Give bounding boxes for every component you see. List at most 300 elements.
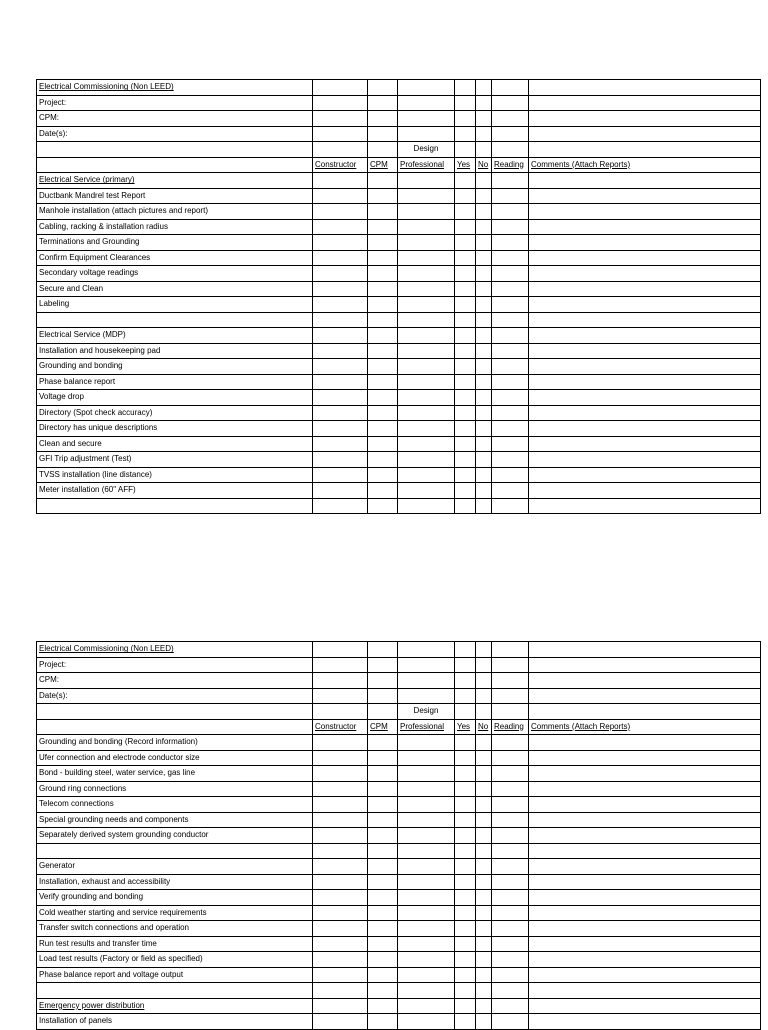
design-professional-cell[interactable] [398,750,455,766]
cpm-cell[interactable] [368,688,398,704]
reading-cell[interactable] [492,843,529,859]
cpm-cell[interactable] [368,266,398,282]
constructor-cell[interactable] [313,436,368,452]
no-cell[interactable] [476,80,492,96]
yes-cell[interactable] [455,812,476,828]
yes-cell[interactable] [455,890,476,906]
yes-cell[interactable] [455,405,476,421]
constructor-cell[interactable] [313,843,368,859]
no-cell[interactable] [476,297,492,313]
constructor-cell[interactable] [313,983,368,999]
design-professional-cell[interactable] [398,967,455,983]
reading-cell[interactable] [492,204,529,220]
constructor-cell[interactable] [313,952,368,968]
constructor-cell[interactable] [313,735,368,751]
comments-cell[interactable] [529,297,761,313]
comments-cell[interactable] [529,750,761,766]
yes-cell[interactable] [455,750,476,766]
yes-cell[interactable] [455,735,476,751]
design-professional-cell[interactable] [398,297,455,313]
yes-cell[interactable] [455,921,476,937]
reading-cell[interactable] [492,688,529,704]
comments-cell[interactable] [529,405,761,421]
constructor-cell[interactable] [313,405,368,421]
constructor-cell[interactable] [313,812,368,828]
comments-cell[interactable] [529,80,761,96]
design-professional-cell[interactable] [398,657,455,673]
comments-cell[interactable] [529,328,761,344]
comments-cell[interactable] [529,250,761,266]
comments-cell[interactable] [529,890,761,906]
cpm-cell[interactable] [368,828,398,844]
yes-cell[interactable] [455,467,476,483]
constructor-cell[interactable] [313,936,368,952]
comments-cell[interactable] [529,952,761,968]
design-professional-cell[interactable] [398,312,455,328]
yes-cell[interactable] [455,204,476,220]
comments-cell[interactable] [529,828,761,844]
comments-cell[interactable] [529,359,761,375]
no-cell[interactable] [476,235,492,251]
no-cell[interactable] [476,735,492,751]
design-professional-cell[interactable] [398,328,455,344]
constructor-cell[interactable] [313,250,368,266]
no-cell[interactable] [476,812,492,828]
reading-cell[interactable] [492,343,529,359]
cpm-cell[interactable] [368,188,398,204]
design-professional-cell[interactable] [398,467,455,483]
no-cell[interactable] [476,983,492,999]
comments-cell[interactable] [529,812,761,828]
no-cell[interactable] [476,874,492,890]
no-cell[interactable] [476,1014,492,1030]
no-cell[interactable] [476,452,492,468]
constructor-cell[interactable] [313,859,368,875]
comments-cell[interactable] [529,673,761,689]
yes-cell[interactable] [455,111,476,127]
constructor-cell[interactable] [313,890,368,906]
design-professional-cell[interactable] [398,359,455,375]
yes-cell[interactable] [455,359,476,375]
reading-cell[interactable] [492,111,529,127]
yes-cell[interactable] [455,126,476,142]
yes-cell[interactable] [455,235,476,251]
reading-cell[interactable] [492,874,529,890]
cpm-cell[interactable] [368,781,398,797]
constructor-cell[interactable] [313,452,368,468]
comments-cell[interactable] [529,235,761,251]
no-cell[interactable] [476,405,492,421]
constructor-cell[interactable] [313,905,368,921]
constructor-cell[interactable] [313,80,368,96]
reading-cell[interactable] [492,967,529,983]
design-professional-cell[interactable] [398,405,455,421]
constructor-cell[interactable] [313,374,368,390]
reading-cell[interactable] [492,126,529,142]
cpm-cell[interactable] [368,390,398,406]
no-cell[interactable] [476,483,492,499]
no-cell[interactable] [476,328,492,344]
cpm-cell[interactable] [368,967,398,983]
constructor-cell[interactable] [313,766,368,782]
yes-cell[interactable] [455,188,476,204]
reading-cell[interactable] [492,983,529,999]
comments-cell[interactable] [529,983,761,999]
yes-cell[interactable] [455,828,476,844]
yes-cell[interactable] [455,998,476,1014]
cpm-cell[interactable] [368,452,398,468]
comments-cell[interactable] [529,312,761,328]
cpm-cell[interactable] [368,312,398,328]
reading-cell[interactable] [492,95,529,111]
reading-cell[interactable] [492,1014,529,1030]
no-cell[interactable] [476,673,492,689]
no-cell[interactable] [476,750,492,766]
yes-cell[interactable] [455,797,476,813]
comments-cell[interactable] [529,436,761,452]
no-cell[interactable] [476,859,492,875]
comments-cell[interactable] [529,874,761,890]
no-cell[interactable] [476,312,492,328]
constructor-cell[interactable] [313,1014,368,1030]
no-cell[interactable] [476,390,492,406]
yes-cell[interactable] [455,328,476,344]
constructor-cell[interactable] [313,173,368,189]
reading-cell[interactable] [492,359,529,375]
constructor-cell[interactable] [313,828,368,844]
cpm-cell[interactable] [368,483,398,499]
reading-cell[interactable] [492,936,529,952]
no-cell[interactable] [476,281,492,297]
cpm-cell[interactable] [368,126,398,142]
design-professional-cell[interactable] [398,452,455,468]
no-cell[interactable] [476,952,492,968]
constructor-cell[interactable] [313,312,368,328]
yes-cell[interactable] [455,905,476,921]
no-cell[interactable] [476,467,492,483]
constructor-cell[interactable] [313,359,368,375]
yes-cell[interactable] [455,421,476,437]
design-professional-cell[interactable] [398,95,455,111]
no-cell[interactable] [476,219,492,235]
cpm-cell[interactable] [368,95,398,111]
yes-cell[interactable] [455,657,476,673]
no-cell[interactable] [476,828,492,844]
design-professional-cell[interactable] [398,421,455,437]
design-professional-cell[interactable] [398,905,455,921]
cpm-cell[interactable] [368,111,398,127]
design-professional-cell[interactable] [398,921,455,937]
no-cell[interactable] [476,111,492,127]
design-professional-cell[interactable] [398,797,455,813]
cpm-cell[interactable] [368,890,398,906]
yes-cell[interactable] [455,673,476,689]
comments-cell[interactable] [529,843,761,859]
comments-cell[interactable] [529,781,761,797]
cpm-cell[interactable] [368,250,398,266]
yes-cell[interactable] [455,952,476,968]
constructor-cell[interactable] [313,750,368,766]
cpm-cell[interactable] [368,204,398,220]
constructor-cell[interactable] [313,797,368,813]
design-professional-cell[interactable] [398,173,455,189]
comments-cell[interactable] [529,281,761,297]
no-cell[interactable] [476,498,492,514]
yes-cell[interactable] [455,498,476,514]
yes-cell[interactable] [455,967,476,983]
reading-cell[interactable] [492,812,529,828]
cpm-cell[interactable] [368,1014,398,1030]
reading-cell[interactable] [492,219,529,235]
yes-cell[interactable] [455,452,476,468]
no-cell[interactable] [476,126,492,142]
yes-cell[interactable] [455,781,476,797]
cpm-cell[interactable] [368,359,398,375]
reading-cell[interactable] [492,281,529,297]
reading-cell[interactable] [492,188,529,204]
cpm-cell[interactable] [368,281,398,297]
constructor-cell[interactable] [313,343,368,359]
no-cell[interactable] [476,843,492,859]
design-professional-cell[interactable] [398,188,455,204]
reading-cell[interactable] [492,80,529,96]
yes-cell[interactable] [455,859,476,875]
reading-cell[interactable] [492,828,529,844]
reading-cell[interactable] [492,673,529,689]
no-cell[interactable] [476,657,492,673]
cpm-cell[interactable] [368,436,398,452]
design-professional-cell[interactable] [398,766,455,782]
no-cell[interactable] [476,421,492,437]
comments-cell[interactable] [529,921,761,937]
comments-cell[interactable] [529,998,761,1014]
cpm-cell[interactable] [368,998,398,1014]
design-professional-cell[interactable] [398,874,455,890]
comments-cell[interactable] [529,126,761,142]
yes-cell[interactable] [455,312,476,328]
cpm-cell[interactable] [368,80,398,96]
constructor-cell[interactable] [313,235,368,251]
no-cell[interactable] [476,967,492,983]
no-cell[interactable] [476,343,492,359]
yes-cell[interactable] [455,173,476,189]
yes-cell[interactable] [455,343,476,359]
comments-cell[interactable] [529,766,761,782]
yes-cell[interactable] [455,80,476,96]
design-professional-cell[interactable] [398,80,455,96]
yes-cell[interactable] [455,374,476,390]
cpm-cell[interactable] [368,921,398,937]
constructor-cell[interactable] [313,874,368,890]
reading-cell[interactable] [492,312,529,328]
design-professional-cell[interactable] [398,374,455,390]
cpm-cell[interactable] [368,235,398,251]
reading-cell[interactable] [492,390,529,406]
yes-cell[interactable] [455,436,476,452]
comments-cell[interactable] [529,343,761,359]
cpm-cell[interactable] [368,657,398,673]
constructor-cell[interactable] [313,781,368,797]
comments-cell[interactable] [529,452,761,468]
constructor-cell[interactable] [313,921,368,937]
comments-cell[interactable] [529,735,761,751]
no-cell[interactable] [476,188,492,204]
reading-cell[interactable] [492,235,529,251]
cpm-cell[interactable] [368,812,398,828]
comments-cell[interactable] [529,390,761,406]
yes-cell[interactable] [455,983,476,999]
comments-cell[interactable] [529,797,761,813]
comments-cell[interactable] [529,498,761,514]
comments-cell[interactable] [529,173,761,189]
cpm-cell[interactable] [368,642,398,658]
constructor-cell[interactable] [313,204,368,220]
constructor-cell[interactable] [313,998,368,1014]
constructor-cell[interactable] [313,126,368,142]
comments-cell[interactable] [529,483,761,499]
cpm-cell[interactable] [368,343,398,359]
cpm-cell[interactable] [368,905,398,921]
constructor-cell[interactable] [313,688,368,704]
constructor-cell[interactable] [313,673,368,689]
yes-cell[interactable] [455,266,476,282]
design-professional-cell[interactable] [398,642,455,658]
cpm-cell[interactable] [368,498,398,514]
constructor-cell[interactable] [313,390,368,406]
design-professional-cell[interactable] [398,859,455,875]
yes-cell[interactable] [455,936,476,952]
comments-cell[interactable] [529,204,761,220]
cpm-cell[interactable] [368,297,398,313]
reading-cell[interactable] [492,405,529,421]
reading-cell[interactable] [492,436,529,452]
no-cell[interactable] [476,436,492,452]
comments-cell[interactable] [529,905,761,921]
yes-cell[interactable] [455,297,476,313]
cpm-cell[interactable] [368,374,398,390]
reading-cell[interactable] [492,952,529,968]
cpm-cell[interactable] [368,219,398,235]
reading-cell[interactable] [492,859,529,875]
cpm-cell[interactable] [368,936,398,952]
yes-cell[interactable] [455,281,476,297]
cpm-cell[interactable] [368,952,398,968]
design-professional-cell[interactable] [398,735,455,751]
comments-cell[interactable] [529,421,761,437]
cpm-cell[interactable] [368,173,398,189]
comments-cell[interactable] [529,266,761,282]
constructor-cell[interactable] [313,483,368,499]
no-cell[interactable] [476,766,492,782]
cpm-cell[interactable] [368,874,398,890]
design-professional-cell[interactable] [398,812,455,828]
yes-cell[interactable] [455,483,476,499]
reading-cell[interactable] [492,998,529,1014]
comments-cell[interactable] [529,936,761,952]
reading-cell[interactable] [492,766,529,782]
no-cell[interactable] [476,797,492,813]
yes-cell[interactable] [455,95,476,111]
reading-cell[interactable] [492,483,529,499]
cpm-cell[interactable] [368,328,398,344]
no-cell[interactable] [476,890,492,906]
comments-cell[interactable] [529,967,761,983]
constructor-cell[interactable] [313,498,368,514]
constructor-cell[interactable] [313,642,368,658]
reading-cell[interactable] [492,905,529,921]
constructor-cell[interactable] [313,95,368,111]
design-professional-cell[interactable] [398,983,455,999]
design-professional-cell[interactable] [398,673,455,689]
design-professional-cell[interactable] [398,483,455,499]
cpm-cell[interactable] [368,735,398,751]
design-professional-cell[interactable] [398,688,455,704]
reading-cell[interactable] [492,781,529,797]
reading-cell[interactable] [492,657,529,673]
no-cell[interactable] [476,781,492,797]
reading-cell[interactable] [492,421,529,437]
constructor-cell[interactable] [313,188,368,204]
no-cell[interactable] [476,173,492,189]
no-cell[interactable] [476,266,492,282]
yes-cell[interactable] [455,766,476,782]
reading-cell[interactable] [492,328,529,344]
design-professional-cell[interactable] [398,436,455,452]
no-cell[interactable] [476,936,492,952]
no-cell[interactable] [476,204,492,220]
design-professional-cell[interactable] [398,936,455,952]
design-professional-cell[interactable] [398,952,455,968]
comments-cell[interactable] [529,688,761,704]
design-professional-cell[interactable] [398,1014,455,1030]
reading-cell[interactable] [492,890,529,906]
comments-cell[interactable] [529,374,761,390]
yes-cell[interactable] [455,390,476,406]
reading-cell[interactable] [492,498,529,514]
reading-cell[interactable] [492,735,529,751]
comments-cell[interactable] [529,1014,761,1030]
reading-cell[interactable] [492,642,529,658]
design-professional-cell[interactable] [398,204,455,220]
comments-cell[interactable] [529,467,761,483]
reading-cell[interactable] [492,750,529,766]
no-cell[interactable] [476,998,492,1014]
comments-cell[interactable] [529,188,761,204]
design-professional-cell[interactable] [398,781,455,797]
design-professional-cell[interactable] [398,111,455,127]
design-professional-cell[interactable] [398,219,455,235]
reading-cell[interactable] [492,797,529,813]
reading-cell[interactable] [492,921,529,937]
yes-cell[interactable] [455,219,476,235]
cpm-cell[interactable] [368,797,398,813]
design-professional-cell[interactable] [398,390,455,406]
comments-cell[interactable] [529,219,761,235]
constructor-cell[interactable] [313,266,368,282]
cpm-cell[interactable] [368,766,398,782]
no-cell[interactable] [476,95,492,111]
reading-cell[interactable] [492,374,529,390]
constructor-cell[interactable] [313,219,368,235]
cpm-cell[interactable] [368,843,398,859]
constructor-cell[interactable] [313,281,368,297]
comments-cell[interactable] [529,95,761,111]
design-professional-cell[interactable] [398,828,455,844]
cpm-cell[interactable] [368,673,398,689]
reading-cell[interactable] [492,452,529,468]
cpm-cell[interactable] [368,421,398,437]
design-professional-cell[interactable] [398,266,455,282]
